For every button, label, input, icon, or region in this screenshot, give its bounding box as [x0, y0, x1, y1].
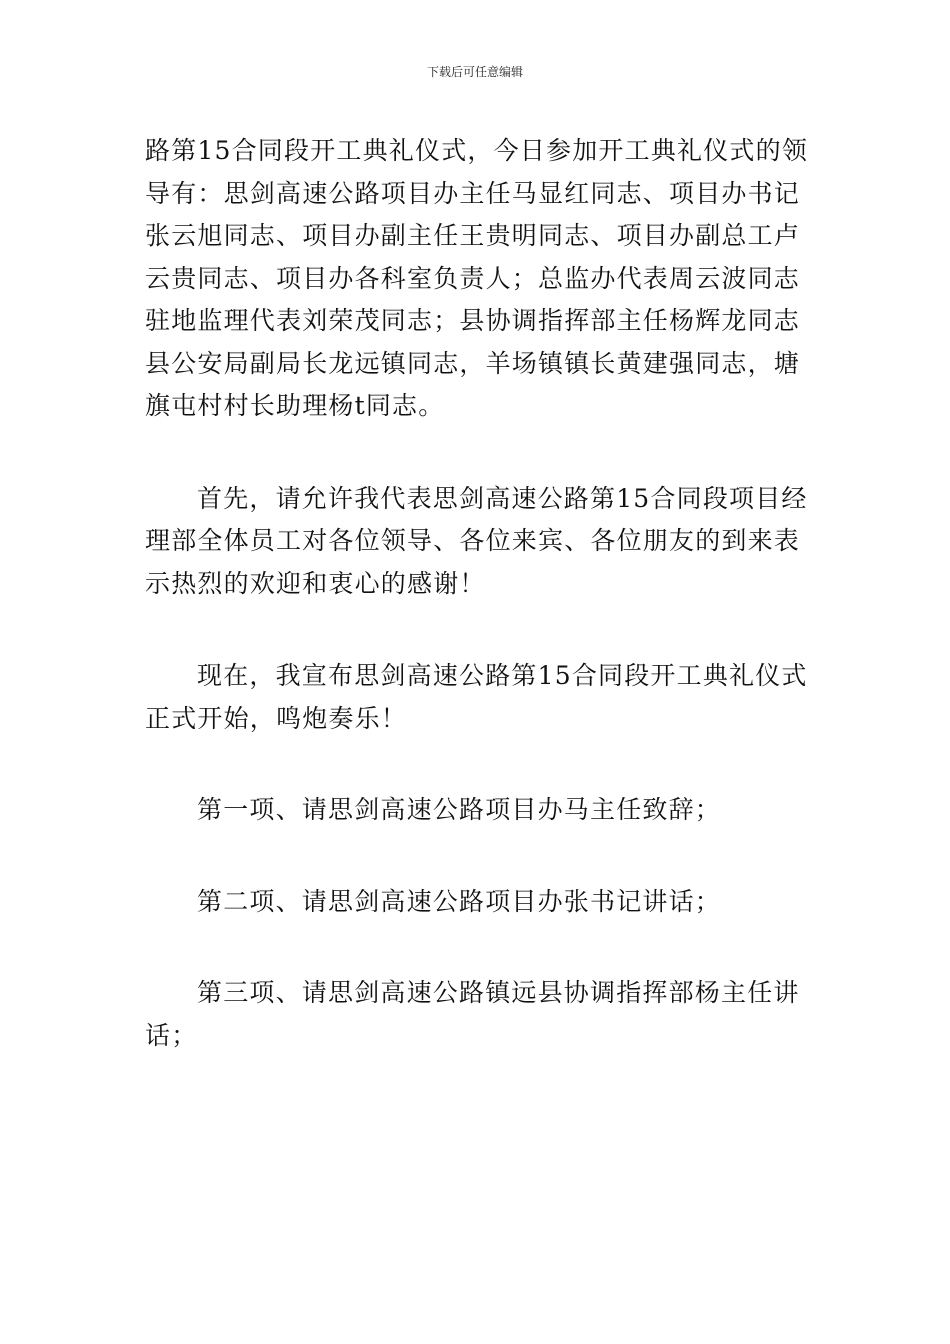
paragraph-announcement: 现在，我宣布思剑高速公路第15合同段开工典礼仪式正式开始，鸣炮奏乐！ [145, 661, 808, 733]
paragraph-welcome: 首先，请允许我代表思剑高速公路第15合同段项目经理部全体员工对各位领导、各位来宾、各位朋友的到来表示热烈的欢迎和衷心的感谢！ [145, 483, 808, 598]
agenda-item-3: 第三项、请思剑高速公路镇远县协调指挥部杨主任讲话； [145, 978, 800, 1050]
agenda-item-1: 第一项、请思剑高速公路项目办马主任致辞； [197, 795, 722, 824]
document-body [145, 130, 810, 1057]
agenda-item-2: 第二项、请思剑高速公路项目办张书记讲话； [197, 886, 722, 916]
page-header: 下载后可任意编辑 [426, 65, 523, 79]
paragraph-attendees: 路第15合同段开工典礼仪式，今日参加开工典礼仪式的领导有：思剑高速公路项目办主任马显红同志、项目办书记张云旭同志、项目办副主任王贵明同志、项目办副总工卢云贵同志、项目办各科室负责人；总监办代表周云波同志驻地监理代表刘荣茂同志；县协调指挥部主任杨辉龙同志县公安局副局长龙远镇同志，羊场镇镇长黄建强同志，塘旗屯村村长助理杨t同志。 [145, 136, 809, 420]
